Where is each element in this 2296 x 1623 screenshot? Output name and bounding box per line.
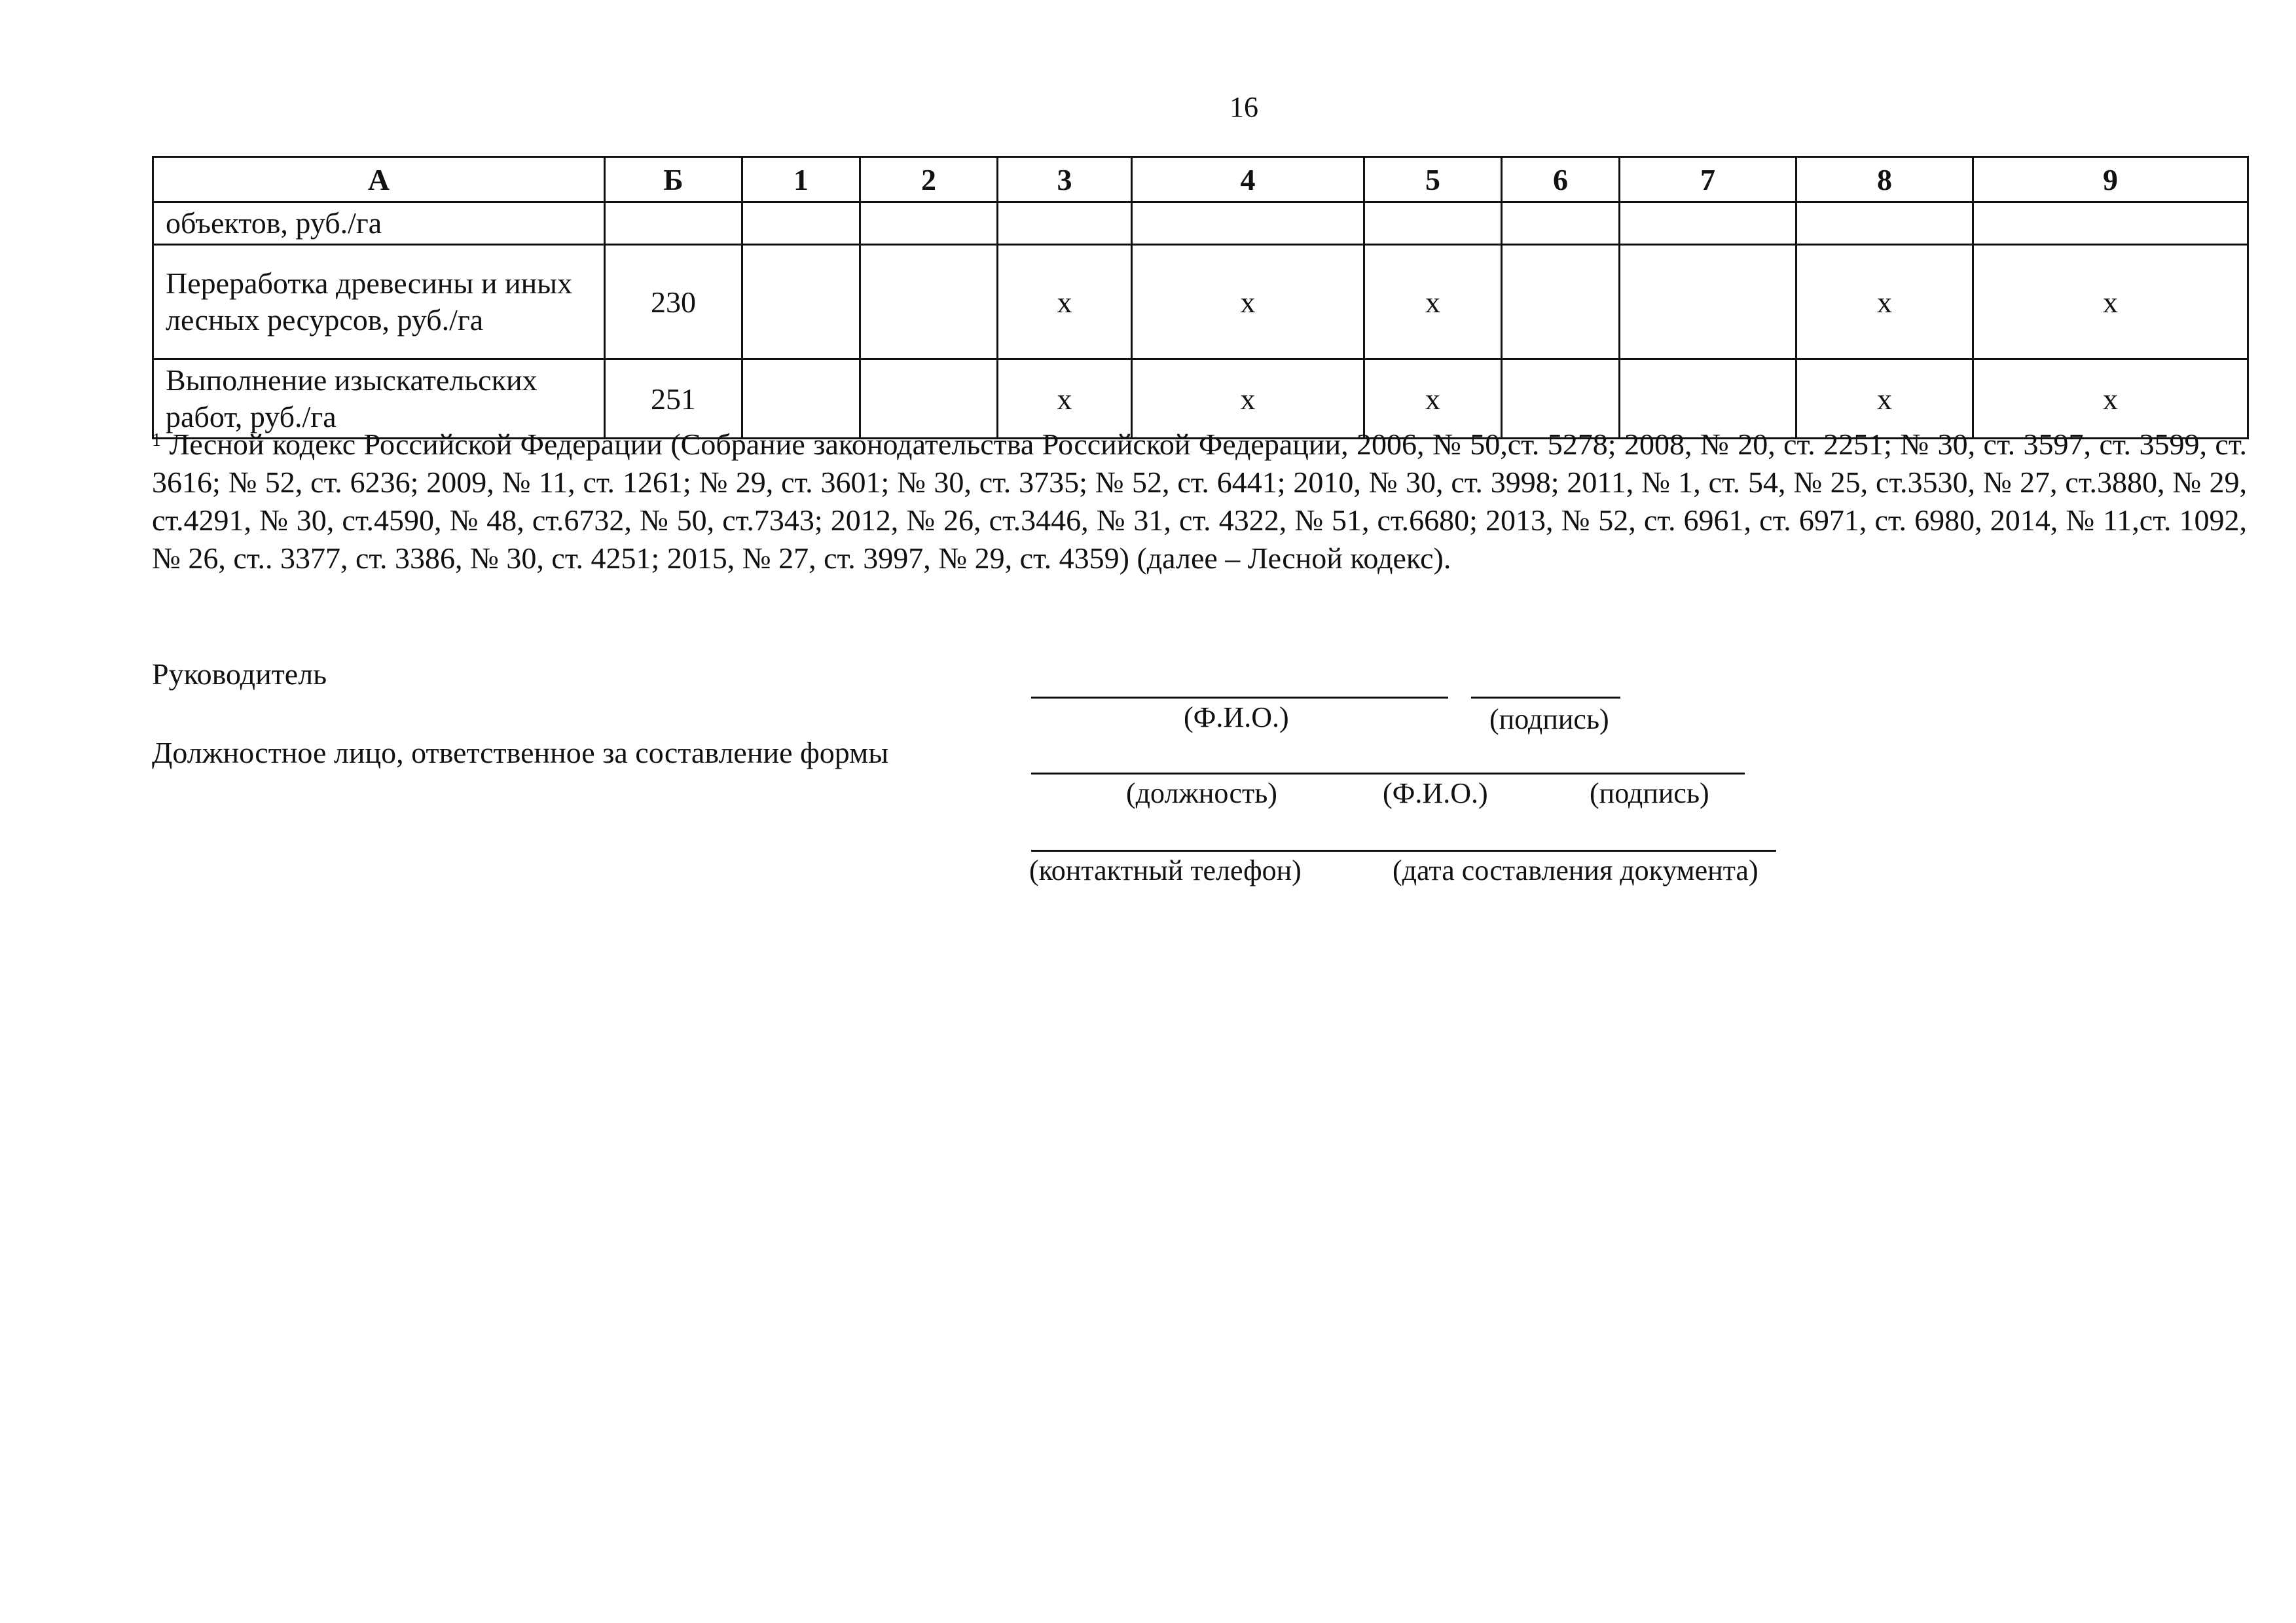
table-cell: х <box>1796 245 1973 359</box>
table-cell <box>1364 202 1502 245</box>
footnote-text: Лесной кодекс Российской Федерации (Собрание законодательства Российской Федерации, 2006, № 50,ст. 5278; 2008, № 20, ст. 2251; № 30, ст. 3597, ст. 3599, ст. 3616; № 52, ст. 6236; 2009, № 11, ст. 1261; № 29, ст. 3601; № 30, ст. 3735; № 52, ст. 6441; 2010, № 30, ст. 3998; 2011, № 1, ст. 54, № 25, ст.3530, № 27, ст.3880, № 29, ст.4291, № 30, ст.4590, № 48, ст.6732, № 50, ст.7343; 2012, № 26, ст.3446, № 31, ст. 4322, № 51, ст.6680; 2013, № 52, ст. 6961, ст. 6971, ст. 6980, 2014, № 11,ст. 1092, № 26, ст.. 3377, ст. 3386, № 30, ст. 4251; 2015, № 27, ст. 3997, № 29, ст. 4359) (далее – Лесной кодекс). <box>152 428 2247 575</box>
column-header: 5 <box>1364 157 1502 202</box>
table-cell <box>1502 202 1620 245</box>
table-cell <box>1620 202 1796 245</box>
official-position-caption: (должность) <box>1126 777 1277 809</box>
official-label: Должностное лицо, ответственное за составление формы <box>152 736 889 769</box>
table-cell <box>1620 245 1796 359</box>
phone-caption: (контактный телефон) <box>1029 854 1302 886</box>
official-signature-line[interactable] <box>1031 773 1745 775</box>
table-row <box>153 202 2248 245</box>
table-cell: х <box>1973 245 2248 359</box>
page-number: 16 <box>1230 91 1258 123</box>
column-header: Б <box>605 157 742 202</box>
row-label: объектов, руб./га <box>153 202 605 245</box>
table-cell: х <box>1132 245 1364 359</box>
head-fio-caption: (Ф.И.О.) <box>1184 701 1289 733</box>
table-cell <box>1796 202 1973 245</box>
column-header: А <box>153 157 605 202</box>
table-cell <box>742 245 860 359</box>
table-cell: х <box>1364 245 1502 359</box>
column-header: 8 <box>1796 157 1973 202</box>
column-header: 9 <box>1973 157 2248 202</box>
column-header: 6 <box>1502 157 1620 202</box>
table-cell <box>998 202 1132 245</box>
footnote <box>152 426 2247 577</box>
head-fio-line[interactable] <box>1031 697 1448 699</box>
contact-date-line[interactable] <box>1031 850 1776 852</box>
table-cell <box>860 245 998 359</box>
head-label: Руководитель <box>152 657 327 691</box>
date-caption: (дата составления документа) <box>1393 854 1758 886</box>
table-cell <box>1132 202 1364 245</box>
table-cell: х <box>1364 359 1502 439</box>
footnote-marker: 1 <box>152 430 161 450</box>
column-header: 1 <box>742 157 860 202</box>
row-code <box>605 202 742 245</box>
head-signature-line[interactable] <box>1471 697 1620 699</box>
column-header: 2 <box>860 157 998 202</box>
table-row <box>153 245 2248 359</box>
table-cell: х <box>1132 359 1364 439</box>
report-table <box>152 156 2249 439</box>
column-header: 4 <box>1132 157 1364 202</box>
table-cell: х <box>998 245 1132 359</box>
row-label: Выполнение изыскательских работ, руб./га <box>153 359 605 439</box>
table-cell: х <box>1796 359 1973 439</box>
table-header-row <box>153 157 2248 202</box>
head-signature-caption: (подпись) <box>1489 703 1609 735</box>
table-cell <box>742 202 860 245</box>
table-cell <box>860 202 998 245</box>
row-code: 230 <box>605 245 742 359</box>
row-code: 251 <box>605 359 742 439</box>
table-cell: х <box>998 359 1132 439</box>
official-fio-caption: (Ф.И.О.) <box>1383 777 1488 809</box>
table-cell <box>1502 245 1620 359</box>
column-header: 7 <box>1620 157 1796 202</box>
table-cell: х <box>1973 359 2248 439</box>
table-cell <box>1973 202 2248 245</box>
column-header: 3 <box>998 157 1132 202</box>
official-signature-caption: (подпись) <box>1590 777 1709 809</box>
row-label: Переработка древесины и иных лесных ресурсов, руб./га <box>153 245 605 359</box>
